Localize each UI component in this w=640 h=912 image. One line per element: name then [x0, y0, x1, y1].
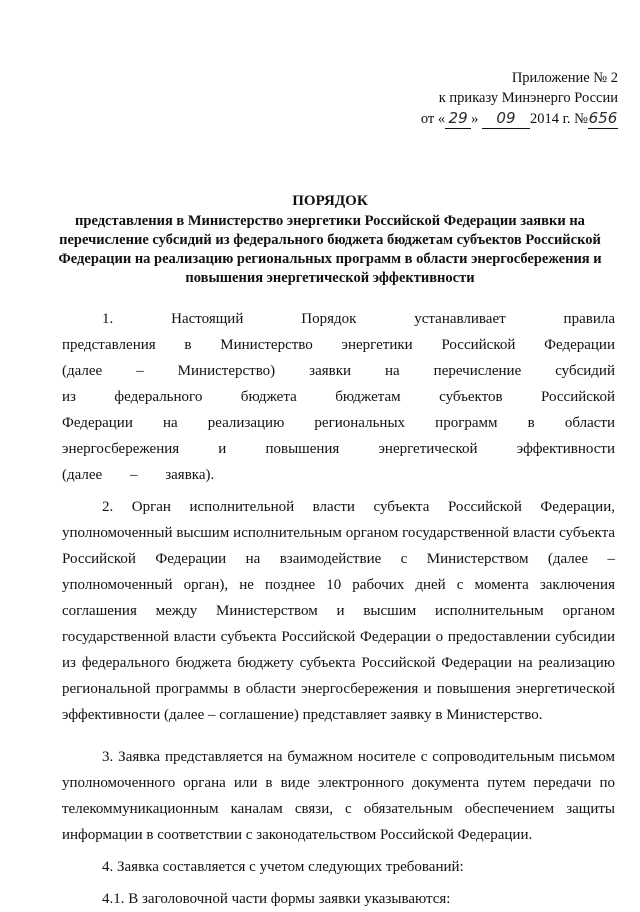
date-from-label: от — [420, 111, 435, 127]
paragraph-1: 1. Настоящий Порядок устанавливает правила представления в Министерство энергетики Российской Федерации (далее – Министерство) заявки на перечисление субсидий из федерального бюджета бюджетам субъектов Российской Федерации на реализацию региональных программ в области энергосбережения и повышения энергетической эффективности (далее – заявка). — [62, 311, 615, 483]
title-subtitle: представления в Министерство энергетики Российской Федерации заявки на перечисление субсидий из федерального бюджета бюджетам субъектов Российской Федерации на реализацию региональных программ в области энергосбережения и повышения энергетической эффективности — [58, 213, 602, 286]
document-title — [50, 192, 610, 288]
document-body — [62, 306, 615, 912]
quote-open: « — [437, 111, 446, 127]
annex-title: Приложение № 2 — [511, 70, 618, 86]
title-heading: ПОРЯДОК — [292, 193, 368, 209]
paragraph-3: 3. Заявка представляется на бумажном носителе с сопроводительным письмом уполномоченного органа или в виде электронного документа путем передачи по телекоммуникационным каналам связи, с обязательным обеспечением защиты информации в соответствии с законодательством Российской Федерации. — [62, 749, 615, 843]
handwritten-order-number: 656 — [588, 109, 618, 127]
annex-order-reference: к приказу Минэнерго России — [438, 90, 618, 106]
paragraph-4-1: 4.1. В заголовочной части формы заявки указываются: — [102, 891, 451, 907]
number-label: № — [574, 111, 588, 127]
quote-close: » — [471, 111, 479, 127]
handwritten-month: 09 — [482, 108, 530, 129]
paragraph-2: 2. Орган исполнительной власти субъекта Российской Федерации, уполномоченный высшим исполнительным органом государственной власти субъекта Российской Федерации на взаимодействие с Министерством (далее – уполномоченный орган), не позднее 10 рабочих дней с момента заключения соглашения между Министерством и высшим исполнительным органом государственной власти субъекта Российской Федерации о предоставлении субсидии из федерального бюджета бюджету субъекта Российской Федерации на реализацию региональной программы в области энергосбережения и повышения энергетической эффективности (далее – соглашение) представляет заявку в Министерство. — [62, 499, 615, 723]
handwritten-day: 29 — [445, 108, 471, 129]
year-text: 2014 г. — [529, 111, 571, 127]
paragraph-4: 4. Заявка составляется с учетом следующих требований: — [102, 859, 464, 875]
annex-header — [421, 68, 618, 129]
annex-date-line — [421, 108, 618, 129]
